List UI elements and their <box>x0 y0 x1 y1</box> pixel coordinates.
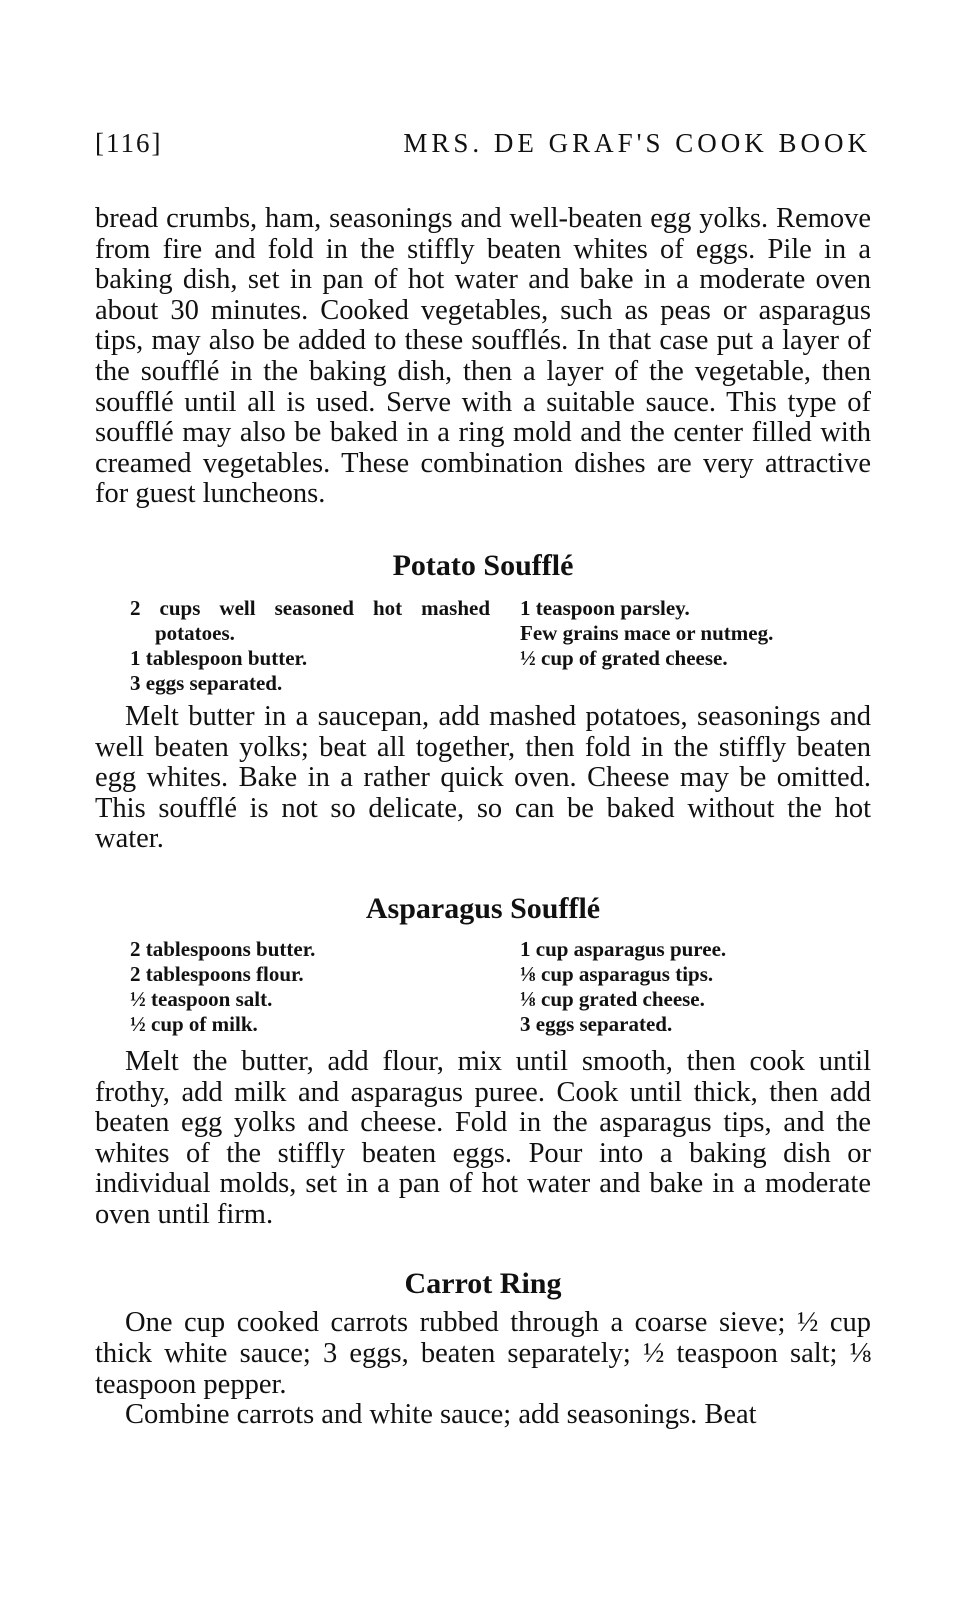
ingredient-item: 2 cups well seasoned hot mashed potatoes. <box>130 595 490 645</box>
ingredient-item: ⅛ cup grated cheese. <box>520 986 705 1011</box>
book-title: MRS. DE GRAF'S COOK BOOK <box>403 128 871 158</box>
ingredient-column-right <box>520 937 900 1037</box>
running-head <box>95 128 871 178</box>
ingredient-item: 3 eggs separated. <box>130 670 283 695</box>
ingredient-item: 1 tablespoon butter. <box>130 645 308 670</box>
ingredient-column-right <box>520 596 900 696</box>
recipe-paragraph: One cup cooked carrots rubbed through a coarse sieve; ½ cup thick white sauce; 3 eggs, beaten separately; ½ teaspoon salt; ⅛ teaspoon pepper. <box>95 1307 871 1400</box>
recipe-potato-souffle <box>95 548 871 855</box>
ingredient-item: ⅛ cup asparagus tips. <box>520 961 714 986</box>
recipe-asparagus-souffle <box>95 891 871 1231</box>
ingredient-column-left <box>130 937 490 1037</box>
ingredient-item: ½ teaspoon salt. <box>130 986 273 1011</box>
recipe-title: Carrot Ring <box>404 1267 562 1301</box>
ingredient-list <box>130 596 871 696</box>
ingredient-item: ½ cup of grated cheese. <box>520 645 728 670</box>
recipe-method: Melt butter in a saucepan, add mashed potatoes, seasonings and well beaten yolks; beat all together, then fold in the stiffly beaten egg whites. Bake in a rather quick oven. Cheese may be omitted. This soufflé is not so delicate, so can be baked without the hot water. <box>95 700 871 855</box>
ingredient-item: 1 teaspoon parsley. <box>520 595 690 620</box>
recipe-title: Potato Soufflé <box>392 548 574 582</box>
ingredient-column-left <box>130 596 490 696</box>
intro-paragraph: bread crumbs, ham, seasonings and well-beaten egg yolks. Remove from fire and fold in the stiffly beaten whites of eggs. Pile in a baking dish, set in pan of hot water and bake in a moderate oven about 30 minutes. Cooked vegetables, such as peas or asparagus tips, may also be added to these soufflés. In that case put a layer of the soufflé in the baking dish, then a layer of the vegetable, then soufflé until all is used. Serve with a suitable sauce. This type of soufflé may also be baked in a ring mold and the center filled with creamed vegetables. These combination dishes are very attractive for guest luncheons. <box>95 203 871 510</box>
ingredient-list <box>130 937 871 1037</box>
page-number: [116] <box>95 128 163 158</box>
recipe-carrot-ring <box>95 1266 871 1430</box>
recipe-title: Asparagus Soufflé <box>365 891 601 925</box>
ingredient-item: 2 tablespoons flour. <box>130 961 304 986</box>
book-page <box>95 128 871 1431</box>
ingredient-item: ½ cup of milk. <box>130 1011 258 1036</box>
ingredient-item: 2 tablespoons butter. <box>130 936 316 961</box>
ingredient-item: 3 eggs separated. <box>520 1011 673 1036</box>
recipe-method: Melt the butter, add flour, mix until smooth, then cook until frothy, add milk and asparagus puree. Cook until thick, then add beaten egg yolks and cheese. Fold in the asparagus tips, and the whites of the stiffly beaten eggs. Pour into a baking dish or individual molds, set in a pan of hot water and bake in a moderate oven until firm. <box>95 1045 871 1230</box>
recipe-paragraph: Combine carrots and white sauce; add seasonings. Beat <box>125 1399 757 1431</box>
ingredient-item: 1 cup asparagus puree. <box>520 936 727 961</box>
ingredient-item: Few grains mace or nutmeg. <box>520 620 774 645</box>
